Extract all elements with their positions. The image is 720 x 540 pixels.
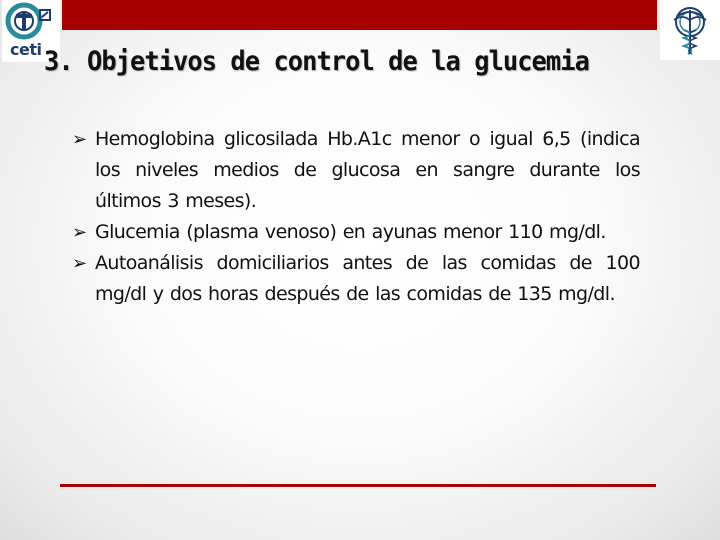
bullet-list [72, 124, 640, 310]
ceti-emblem-icon [2, 0, 60, 42]
bullet-item [72, 124, 640, 217]
top-accent-bar [62, 0, 657, 30]
slide-title: 3. Objetivos de control de la glucemia [44, 46, 589, 77]
bullet-text: Hemoglobina glicosilada Hb.A1c menor o igual 6,5 (indica los niveles medios de glucosa en sangre durante los últimos 3 meses). [95, 128, 640, 212]
bullet-item [72, 217, 640, 248]
bullet-text: Autoanálisis domiciliarios antes de las comidas de 100 mg/dl y dos horas después de las comidas de 135 mg/dl. [95, 252, 640, 305]
arrow-bullet-icon: ➢ [72, 222, 88, 243]
bullet-item [72, 248, 640, 310]
caduceus-icon [660, 0, 720, 60]
ceti-logo-text: ceti [10, 40, 42, 59]
bottom-divider-line [60, 484, 656, 487]
bullet-text: Glucemia (plasma venoso) en ayunas menor 110 mg/dl. [95, 221, 606, 243]
medical-caduceus-logo [660, 0, 720, 60]
arrow-bullet-icon: ➢ [72, 253, 88, 274]
arrow-bullet-icon: ➢ [72, 129, 88, 150]
